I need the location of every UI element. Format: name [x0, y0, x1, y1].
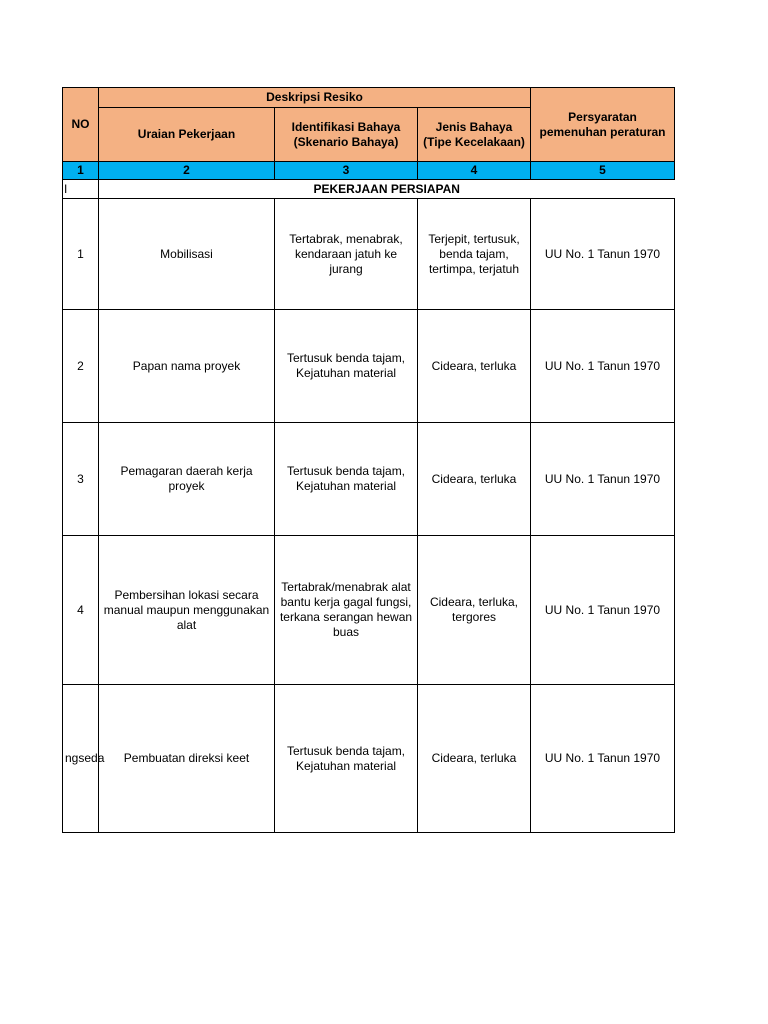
column-number: 4	[418, 162, 531, 180]
table-row	[63, 685, 675, 833]
column-number: 1	[63, 162, 99, 180]
row-uraian: Papan nama proyek	[99, 310, 275, 423]
row-uraian: Pembersihan lokasi secara manual maupun menggunakan alat	[99, 536, 275, 685]
column-number: 3	[275, 162, 418, 180]
row-jenis: Cideara, terluka	[418, 685, 531, 833]
row-identifikasi: Tertabrak/menabrak alat bantu kerja gagal fungsi, terkana serangan hewan buas	[275, 536, 418, 685]
row-uraian: Mobilisasi	[99, 199, 275, 310]
section-number: I	[63, 180, 99, 199]
row-persyaratan: UU No. 1 Tanun 1970	[531, 310, 675, 423]
row-number: 1	[63, 199, 99, 310]
row-identifikasi: Tertusuk benda tajam, Kejatuhan material	[275, 423, 418, 536]
section-row	[63, 180, 675, 199]
section-title: PEKERJAAN PERSIAPAN	[99, 180, 675, 199]
table-row	[63, 423, 675, 536]
row-persyaratan: UU No. 1 Tanun 1970	[531, 423, 675, 536]
row-uraian: Pemagaran daerah kerja proyek	[99, 423, 275, 536]
table-row	[63, 536, 675, 685]
row-jenis: Cideara, terluka, tergores	[418, 536, 531, 685]
row-persyaratan: UU No. 1 Tanun 1970	[531, 199, 675, 310]
row-persyaratan: UU No. 1 Tanun 1970	[531, 536, 675, 685]
row-persyaratan: UU No. 1 Tanun 1970	[531, 685, 675, 833]
header-identifikasi: Identifikasi Bahaya (Skenario Bahaya)	[275, 108, 418, 162]
table-row	[63, 310, 675, 423]
header-uraian: Uraian Pekerjaan	[99, 108, 275, 162]
header-deskripsi-resiko: Deskripsi Resiko	[99, 88, 531, 108]
column-number: 2	[99, 162, 275, 180]
row-number: ngseda	[63, 685, 99, 833]
row-jenis: Cideara, terluka	[418, 310, 531, 423]
risk-sheet	[62, 87, 674, 833]
row-jenis: Terjepit, tertusuk, benda tajam, tertimpa, terjatuh	[418, 199, 531, 310]
row-number: 2	[63, 310, 99, 423]
row-number: 3	[63, 423, 99, 536]
header-persyaratan: Persyaratan pemenuhan peraturan	[531, 88, 675, 162]
row-uraian: Pembuatan direksi keet	[99, 685, 275, 833]
column-number: 5	[531, 162, 675, 180]
table-row	[63, 199, 675, 310]
risk-table	[62, 87, 675, 833]
row-identifikasi: Tertusuk benda tajam, Kejatuhan material	[275, 310, 418, 423]
row-jenis: Cideara, terluka	[418, 423, 531, 536]
header-jenis: Jenis Bahaya (Tipe Kecelakaan)	[418, 108, 531, 162]
header-no: NO	[63, 88, 99, 162]
row-number: 4	[63, 536, 99, 685]
row-identifikasi: Tertusuk benda tajam, Kejatuhan material	[275, 685, 418, 833]
row-identifikasi: Tertabrak, menabrak, kendaraan jatuh ke jurang	[275, 199, 418, 310]
